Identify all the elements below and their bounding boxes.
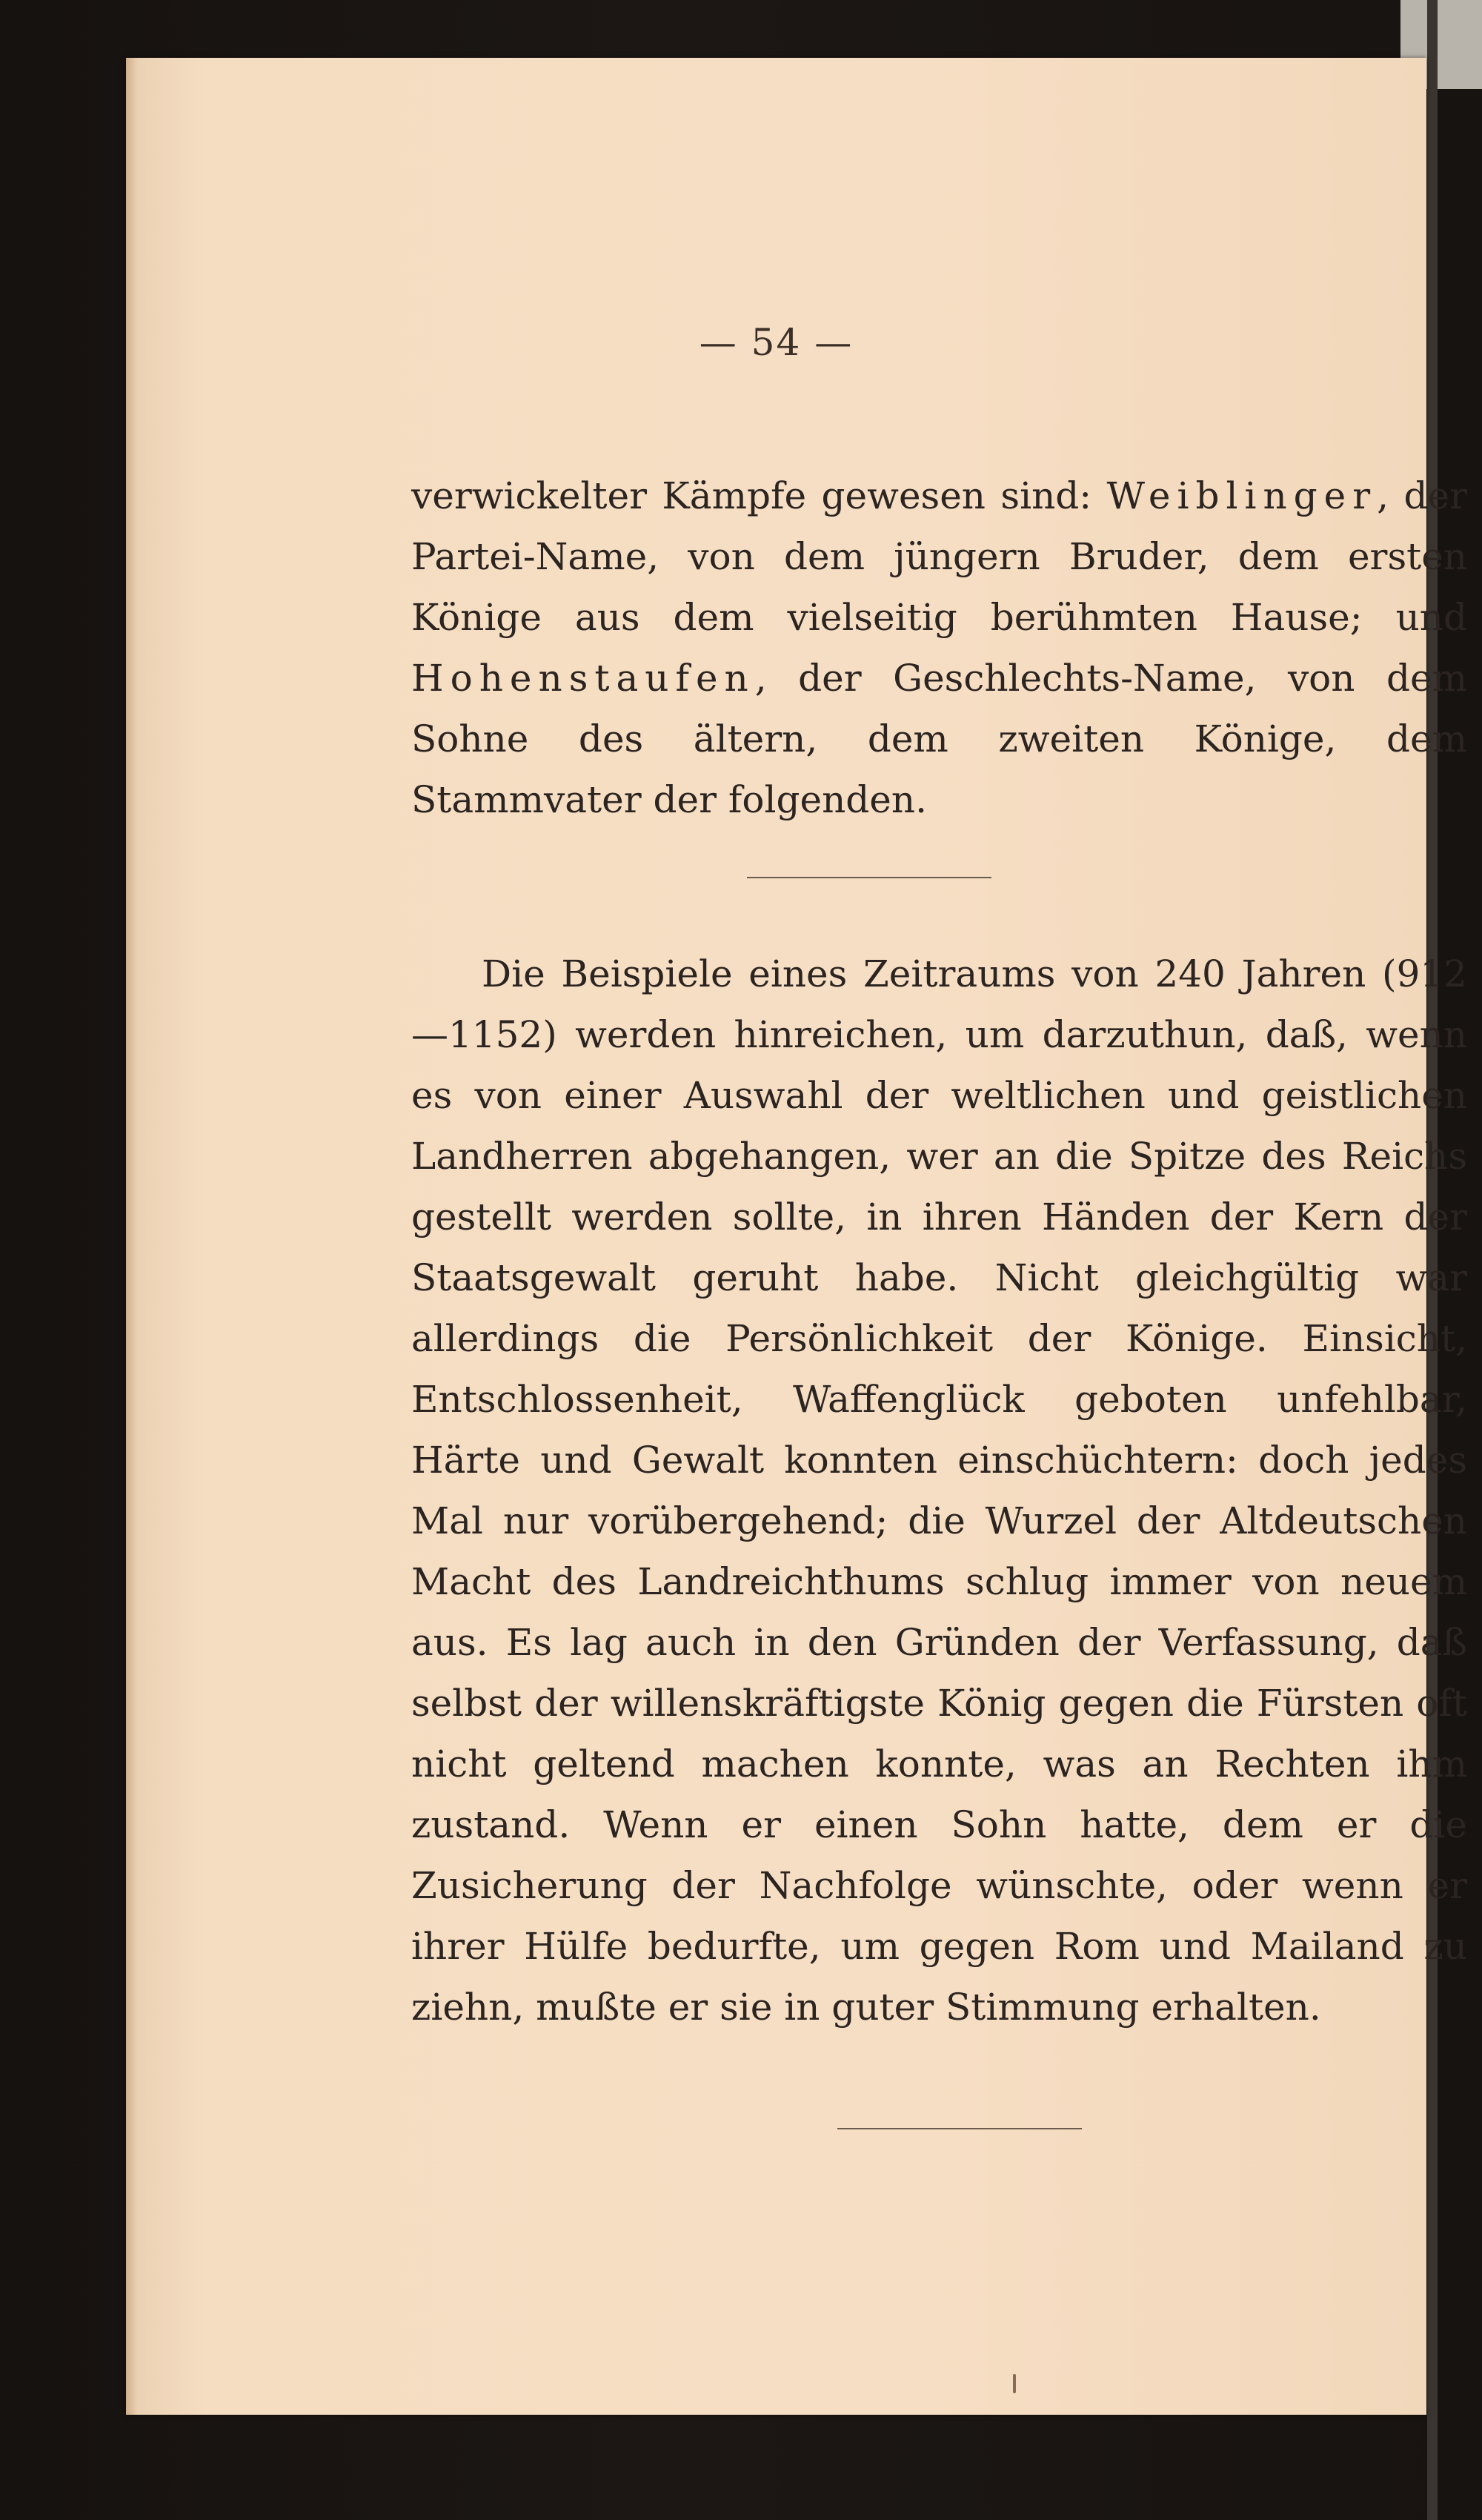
paragraph-text: Die Beispiele eines Zeitraums von 240 Jahren (912—1152) werden hinreichen, um darzuthun, daß, wenn es von einer Auswahl der weltlichen und geistlichen Landherren abgehangen, wer an die Spitze des Reichs gestellt werden sollte, in ihren Händen der Kern der Staatsgewalt geruht habe. Nicht gleichgültig war allerdings die Persönlichkeit der Könige. Einsicht, Entschlossenheit, Waffenglück geboten unfehlbar, Härte und Gewalt konnten einschüchtern: doch jedes Mal nur vorübergehend; die Wurzel der Altdeutschen Macht des Landreichthums schlug immer von neuem aus. Es lag auch in den Gründen der Verfassung, daß selbst der willenskräftigste König gegen die Fürsten oft nicht geltend machen konnte, was an Rechten ihm zustand. Wenn er einen Sohn hatte, dem er die Zusicherung der Nachfolge wünschte, oder wenn er ihrer Hülfe bedurfte, um gegen Rom und Mailand zu ziehn, mußte er sie in guter Stimmung erhalten. <box>411 952 1467 2029</box>
section-divider <box>747 877 991 878</box>
text-segment: verwickelter Kämpfe gewesen sind: <box>411 474 1107 517</box>
text-segment: , der Partei-Name, von dem jüngern Bruder, dem ersten Könige aus dem vielseitig berühmten Hause; und <box>411 474 1467 639</box>
page-gutter <box>126 58 138 2415</box>
emphasized-name: Weiblinger <box>1106 474 1378 517</box>
page-number: — 54 — <box>699 321 854 364</box>
text-segment: , der Geschlechts-Name, von dem Sohne des ältern, dem zweiten Könige, dem Stammvater der folgenden. <box>411 657 1467 821</box>
section-divider <box>837 2128 1082 2129</box>
book-page <box>126 58 1467 2415</box>
paragraph-continuation <box>411 465 1467 830</box>
paragraph-text <box>411 465 1467 830</box>
paper-blemish <box>1013 2374 1016 2393</box>
paragraph <box>411 944 1467 2037</box>
emphasized-name: Hohenstaufen <box>411 657 755 700</box>
